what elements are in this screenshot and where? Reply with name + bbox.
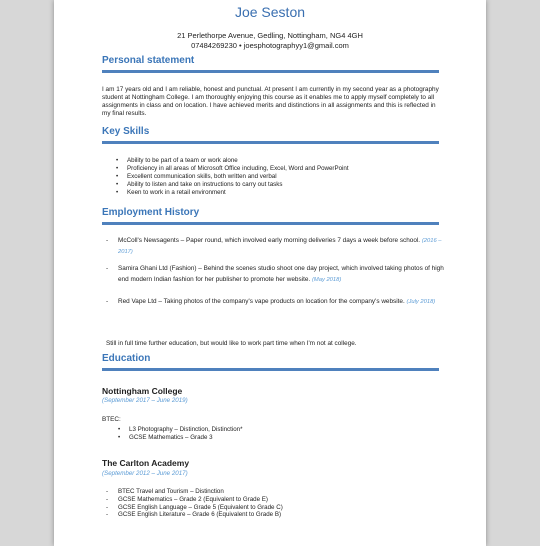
job-entry [106, 236, 446, 257]
school-date: (September 2012 – June 2017) [102, 470, 188, 477]
cv-page [54, 0, 486, 546]
list-item: - GCSE English Literature – Grade 6 (Equivalent to Grade B) [106, 511, 283, 519]
school-name: The Carlton Academy [102, 458, 190, 468]
section-rule [102, 222, 439, 225]
personal-statement-heading: Personal statement [102, 55, 195, 66]
college-name: Nottingham College [102, 386, 183, 396]
job-date: (July 2018) [406, 299, 436, 305]
btec-label: BTEC: [102, 416, 121, 423]
employment-note: Still in full time further education, but would like to work part time when I'm not at college. [106, 340, 357, 347]
school-qualifications [106, 488, 283, 519]
college-qualifications [118, 426, 243, 442]
dash-marker: - [106, 237, 109, 244]
section-rule [102, 141, 439, 144]
education-heading: Education [102, 353, 151, 364]
list-item: • Proficiency in all areas of Microsoft Office including, Excel, Word and PowerPoint [116, 165, 349, 173]
job-description: McColl's Newsagents – Paper round, which involved early morning deliveries 7 days a week before school. [118, 237, 421, 244]
list-item: - GCSE English Language – Grade 5 (Equivalent to Grade C) [106, 504, 283, 512]
candidate-name: Joe Seston [234, 4, 306, 20]
list-item: • L3 Photography – Distinction, Distinction* [118, 426, 243, 434]
job-date: (2016 – 2017) [118, 238, 442, 255]
job-description: Red Vape Ltd – Taking photos of the company's vape products on location for the company's website. [118, 298, 405, 305]
job-entry [106, 264, 446, 285]
list-item: • Ability to listen and take on instructions to carry out tasks [116, 181, 349, 189]
key-skills-list [116, 157, 349, 197]
job-date: (May 2018) [311, 276, 342, 283]
list-item: • Keen to work in a retail environment [116, 189, 349, 197]
key-skills-heading: Key Skills [102, 126, 150, 137]
list-item: - GCSE Mathematics – Grade 2 (Equivalent to Grade E) [106, 496, 283, 504]
contact-line: 07484269230 • joesphotographyy1@gmail.com [191, 41, 349, 50]
section-rule [102, 70, 439, 73]
dash-marker: - [106, 265, 109, 272]
list-item: - BTEC Travel and Tourism – Distinction [106, 488, 283, 496]
list-item: • Excellent communication skills, both written and verbal [116, 173, 349, 181]
address-line: 21 Perlethorpe Avenue, Gedling, Nottingham, NG4 4GH [177, 31, 363, 40]
dash-marker: - [106, 298, 109, 305]
section-rule [102, 368, 439, 371]
college-date: (September 2017 – June 2019) [102, 397, 188, 404]
job-entry [106, 297, 446, 308]
list-item: • GCSE Mathematics – Grade 3 [118, 434, 243, 442]
employment-heading: Employment History [102, 207, 200, 218]
personal-statement-text: I am 17 years old and I am reliable, honest and punctual. At present I am currently in my second year as a photography student at Nottingham College. I am thoroughly enjoying this course as it enables me to apply myself completely to all assignments in class and on location. I have achieved merits and distinctions in all assignments and this is reflected in my final results. [102, 86, 439, 117]
list-item: • Ability to be part of a team or work alone [116, 157, 349, 165]
job-description: Samira Ghani Ltd (Fashion) – Behind the scenes studio shoot one day project, which involved taking photos of high end modern Indian fashion for her publisher to promote her website. [118, 265, 444, 283]
